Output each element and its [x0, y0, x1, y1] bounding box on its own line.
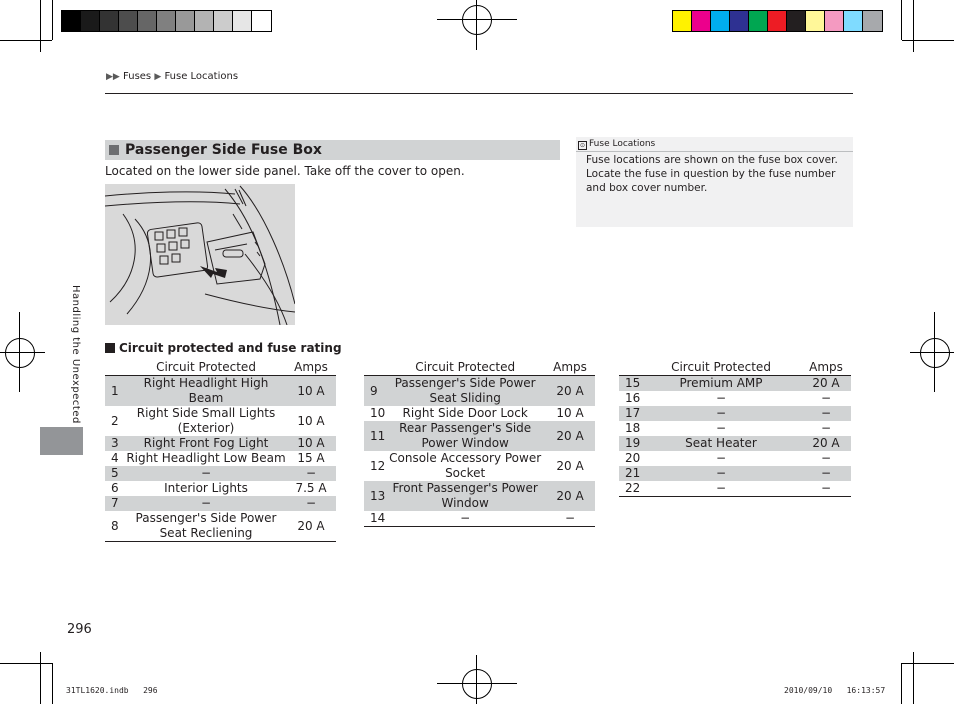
color-swatch [692, 11, 711, 31]
no-column-header [619, 359, 641, 376]
fuse-row [364, 406, 595, 421]
fuse-row [105, 496, 336, 511]
fuse-circuit: Right Side Small Lights (Exterior) [136, 406, 276, 435]
fuse-row [619, 451, 851, 466]
note-header [576, 137, 853, 152]
fuse-circuit: Seat Heater [641, 436, 801, 451]
footer-timestamp: 2010/09/10 16:13:57 [784, 686, 886, 695]
color-swatch [749, 11, 768, 31]
fuse-amps: 7.5 A [295, 481, 327, 495]
amps-column-header: Amps [286, 359, 336, 376]
registration-mark [462, 5, 492, 35]
fuse-number: 11 [364, 421, 385, 451]
registration-mark [462, 669, 492, 699]
fuse-amps: 20 A [286, 511, 336, 542]
crop-mark [901, 663, 902, 704]
fuse-amps: 15 A [297, 451, 325, 465]
fuse-amps: − [820, 421, 832, 435]
fuse-amps: 20 A [545, 421, 595, 451]
fuse-circuit: Right Headlight Low Beam [126, 451, 286, 465]
note-body: Fuse locations are shown on the fuse box cover. Locate the fuse in question by the fuse number and box cover number. [586, 154, 838, 194]
crop-mark [0, 40, 52, 41]
color-swatch [844, 11, 863, 31]
fuse-amps: 20 A [545, 481, 595, 511]
breadcrumb-arrow-icon: ▶ [154, 72, 162, 82]
gray-swatch [62, 11, 81, 31]
fuse-circuit: Passenger's Side Power Seat Recliening [126, 511, 286, 542]
note-box [576, 137, 853, 227]
crop-mark [913, 652, 914, 704]
gray-swatch [176, 11, 195, 31]
fuse-amps: 10 A [556, 406, 584, 420]
amps-column-header: Amps [545, 359, 595, 376]
section-lead-text: Located on the lower side panel. Take off the cover to open. [105, 164, 465, 178]
fuse-number: 15 [619, 376, 641, 392]
fuse-amps: − [801, 481, 851, 497]
color-swatch [806, 11, 825, 31]
gray-swatch [100, 11, 119, 31]
fuse-circuit: Console Accessory Power Socket [389, 451, 542, 480]
fuse-number: 1 [105, 376, 126, 407]
fuse-row [105, 481, 336, 496]
breadcrumb-arrow-icon: ▶▶ [106, 72, 120, 82]
color-swatch [768, 11, 787, 31]
fuse-row [364, 451, 595, 481]
fuse-amps: 10 A [297, 413, 325, 428]
gray-swatch [214, 11, 233, 31]
fuse-amps: − [545, 511, 595, 527]
fuse-table-2 [364, 359, 595, 527]
fuse-row [105, 451, 336, 466]
fuse-number: 8 [105, 511, 126, 542]
fuse-number: 4 [111, 451, 119, 465]
crop-mark [0, 663, 52, 664]
fuse-circuit: − [126, 466, 286, 481]
breadcrumb-item-fuses[interactable]: Fuses [123, 71, 152, 82]
crop-mark [40, 0, 41, 52]
fuse-amps: − [801, 406, 851, 421]
color-swatch [787, 11, 806, 31]
crop-mark [901, 0, 902, 40]
crop-mark [913, 0, 914, 52]
fuse-number: 9 [364, 376, 385, 407]
process-color-bar [672, 10, 883, 32]
fuse-circuit: − [641, 406, 801, 421]
fuse-circuit: Right Headlight High Beam [126, 376, 286, 407]
fuse-circuit: − [385, 511, 545, 527]
fuse-row [364, 376, 595, 407]
registration-line [476, 0, 477, 50]
fuse-table-3 [619, 359, 851, 497]
table-header-row [105, 359, 336, 376]
fuse-row [619, 466, 851, 481]
gray-swatch [233, 11, 252, 31]
fuse-number: 16 [625, 391, 641, 405]
fuse-row [105, 376, 336, 407]
no-column-header [105, 359, 126, 376]
registration-line [437, 19, 517, 20]
note-title: Fuse Locations [589, 139, 656, 149]
fuse-circuit: − [641, 466, 801, 481]
registration-line [910, 352, 954, 353]
circuit-column-header: Circuit Protected [385, 359, 545, 376]
color-swatch [711, 11, 730, 31]
chapter-tab-label: Handling the Unexpected [70, 285, 81, 424]
gray-swatch [252, 11, 271, 31]
fuse-number: 3 [105, 436, 126, 451]
registration-line [437, 683, 517, 684]
fuse-row [105, 436, 336, 451]
fuse-number: 14 [364, 511, 385, 527]
table-header-row [364, 359, 595, 376]
fuse-circuit: Rear Passenger's Side Power Window [385, 421, 545, 451]
fuse-amps: − [286, 496, 336, 511]
fuse-row [619, 406, 851, 421]
gray-swatch [195, 11, 214, 31]
fuse-amps: 20 A [801, 376, 851, 392]
fuse-box-drawing [105, 184, 295, 325]
fuse-circuit: Premium AMP [641, 376, 801, 392]
section-header [105, 140, 560, 160]
no-column-header [364, 359, 385, 376]
fuse-amps: 10 A [286, 436, 336, 451]
fuse-row [619, 376, 851, 392]
fuse-circuit: − [126, 496, 286, 511]
page-number: 296 [67, 622, 92, 637]
crop-mark [52, 0, 53, 40]
fuse-box-illustration [105, 184, 295, 325]
fuse-amps: 20 A [556, 458, 584, 473]
fuse-number: 20 [625, 451, 641, 465]
fuse-row [105, 466, 336, 481]
fuse-amps: − [286, 466, 336, 481]
crop-mark [52, 663, 53, 704]
fuse-row [619, 421, 851, 436]
fuse-circuit: − [641, 481, 801, 497]
gray-swatch [157, 11, 176, 31]
color-swatch [730, 11, 749, 31]
fuse-circuit: − [715, 391, 727, 405]
fuse-row [364, 481, 595, 511]
fuse-circuit: Right Front Fog Light [126, 436, 286, 451]
fuse-row [364, 511, 595, 527]
fuse-row [619, 391, 851, 406]
registration-line [476, 655, 477, 704]
breadcrumb-item-fuse-locations[interactable]: Fuse Locations [164, 71, 239, 82]
fuse-number: 18 [625, 421, 641, 435]
fuse-amps: 10 A [286, 376, 336, 407]
footer-file-info: 31TL1620.indb 296 [66, 686, 158, 695]
fuse-amps: 20 A [545, 376, 595, 407]
fuse-number: 2 [111, 413, 119, 428]
section-title: Passenger Side Fuse Box [125, 142, 322, 158]
color-swatch [863, 11, 882, 31]
fuse-number: 21 [619, 466, 641, 481]
table-header-row [619, 359, 851, 376]
crop-mark [902, 40, 954, 41]
fuse-circuit: − [715, 421, 727, 435]
fuse-number: 7 [105, 496, 126, 511]
fuse-number: 6 [111, 481, 119, 495]
color-swatch [825, 11, 844, 31]
fuse-number: 13 [364, 481, 385, 511]
fuse-table-1 [105, 359, 336, 542]
registration-line [0, 352, 45, 353]
fuse-number: 17 [619, 406, 641, 421]
fuse-amps: 20 A [801, 436, 851, 451]
crop-mark [40, 652, 41, 704]
fuse-number: 10 [370, 406, 386, 420]
fuse-number: 12 [370, 458, 386, 473]
grayscale-color-bar [61, 10, 272, 32]
header-rule [105, 93, 853, 94]
subsection-title: Circuit protected and fuse rating [119, 341, 342, 355]
registration-line [934, 312, 935, 392]
gray-swatch [81, 11, 100, 31]
subsection-heading [105, 341, 342, 355]
color-swatch [673, 11, 692, 31]
fuse-amps: − [820, 451, 832, 465]
fuse-circuit: Passenger's Side Power Seat Sliding [385, 376, 545, 407]
circuit-column-header: Circuit Protected [126, 359, 286, 376]
fuse-row [619, 436, 851, 451]
square-bullet-icon [105, 343, 115, 353]
square-bullet-icon [109, 145, 119, 155]
fuse-row [105, 511, 336, 542]
gray-swatch [138, 11, 157, 31]
registration-mark [920, 338, 950, 368]
fuse-number: 5 [105, 466, 126, 481]
fuse-amps: − [820, 391, 832, 405]
gray-swatch [119, 11, 138, 31]
fuse-row [619, 481, 851, 497]
crop-mark [902, 663, 954, 664]
fuse-circuit: Interior Lights [164, 481, 248, 495]
fuse-number: 19 [619, 436, 641, 451]
amps-column-header: Amps [801, 359, 851, 376]
registration-mark [5, 338, 35, 368]
breadcrumb [106, 71, 238, 82]
fuse-circuit: Front Passenger's Power Window [385, 481, 545, 511]
registration-line [19, 312, 20, 392]
fuse-amps: − [801, 466, 851, 481]
fuse-circuit: − [715, 451, 727, 465]
fuse-circuit: Right Side Door Lock [402, 406, 528, 420]
cross-reference-icon: ⊙ [579, 142, 586, 149]
fuse-row [105, 406, 336, 436]
fuse-row [364, 421, 595, 451]
fuse-number: 22 [619, 481, 641, 497]
circuit-column-header: Circuit Protected [641, 359, 801, 376]
chapter-tab[interactable] [40, 427, 83, 455]
